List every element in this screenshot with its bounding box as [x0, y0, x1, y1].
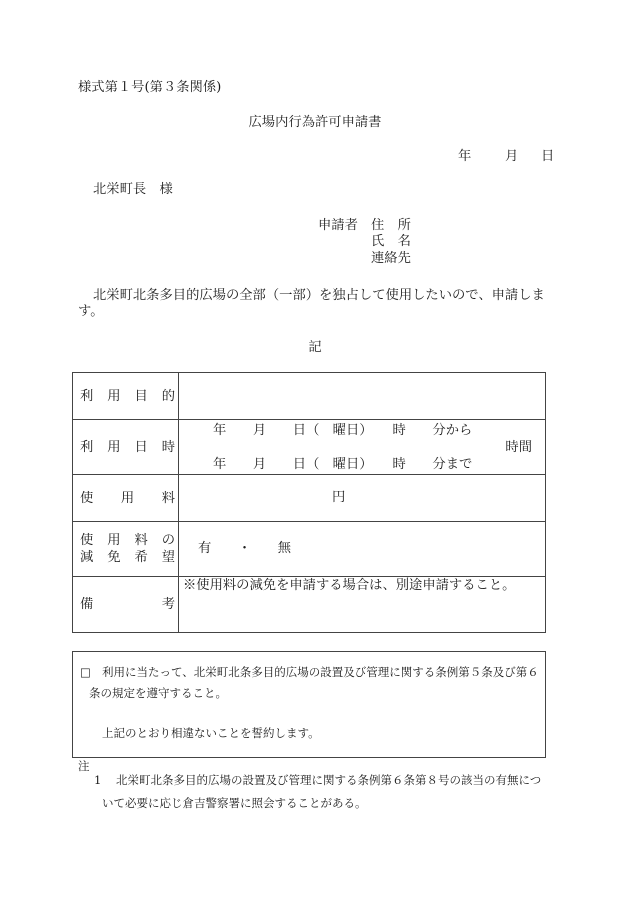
addressee: 北栄町長 様 — [93, 182, 173, 197]
document-title: 広場内行為許可申請書 — [248, 115, 382, 130]
fee-label: 使 用 料 — [80, 490, 175, 506]
fee-value-cell — [179, 475, 545, 521]
applicant-address-label: 住 所 — [371, 218, 411, 233]
table-row-fee — [73, 475, 545, 522]
request-text-line: す。 — [78, 304, 104, 319]
date-day-label: 日 — [541, 149, 555, 164]
usage-table — [72, 372, 546, 633]
fee-exemption-label-cell — [73, 522, 179, 576]
table-row-remarks — [73, 577, 545, 632]
purpose-label: 利 用 目 的 — [80, 388, 175, 404]
pledge-text-line: 条の規定を遵守すること。 — [89, 686, 227, 700]
pledge-text-line: 利用に当たって、北栄町北条多目的広場の設置及び管理に関する条例第５条及び第６ — [102, 665, 539, 679]
applicant-contact-label: 連絡先 — [371, 251, 411, 266]
exemption-option-no: 無 — [277, 541, 292, 556]
datetime-label-cell — [73, 420, 179, 474]
table-row-datetime — [73, 420, 545, 475]
note-number: 1 — [94, 773, 102, 787]
note-text-line: いて必要に応じ倉吉警察署に照会することがある。 — [102, 796, 367, 810]
applicant-label: 申請者 — [318, 218, 358, 233]
table-row-fee-exemption — [73, 522, 545, 577]
table-row-purpose — [73, 373, 545, 420]
datetime-duration-unit: 時間 — [505, 440, 532, 455]
datetime-label: 利 用 日 時 — [80, 439, 175, 455]
datetime-start: 年 月 日（ 曜日） 時 分から — [213, 423, 473, 438]
pledge-declaration: 上記のとおり相違ないことを誓約します。 — [102, 726, 320, 740]
request-text-line: 北栄町北条多目的広場の全部（一部）を独占して使用したいので、申請しま — [93, 288, 545, 303]
remarks-label-cell — [73, 577, 179, 632]
pledge-box — [72, 651, 546, 758]
applicant-name-label: 氏 名 — [371, 234, 411, 249]
remarks-label: 備 考 — [80, 597, 175, 612]
notes-heading: 注 — [78, 759, 90, 773]
exemption-option-separator: ・ — [237, 541, 252, 556]
note-text-line: 北栄町北条多目的広場の設置及び管理に関する条例第６条第８号の該当の有無につ — [116, 773, 542, 787]
fee-label-cell — [73, 475, 179, 521]
purpose-value-cell — [179, 373, 545, 419]
date-month-label: 月 — [505, 149, 519, 164]
checkbox-icon: □ — [80, 665, 91, 679]
form-number: 様式第１号(第３条関係) — [78, 80, 222, 95]
fee-exemption-label-line: 減 免 希 望 — [80, 550, 175, 565]
fee-exemption-label-line: 使 用 料 の — [80, 533, 175, 548]
date-year-label: 年 — [458, 149, 472, 164]
purpose-label-cell — [73, 373, 179, 419]
remarks-value-cell — [179, 577, 545, 632]
datetime-end: 年 月 日（ 曜日） 時 分まで — [213, 457, 473, 472]
exemption-option-yes: 有 — [198, 541, 212, 556]
fee-unit: 円 — [332, 490, 346, 505]
fee-exemption-value-cell — [179, 522, 545, 576]
datetime-value-cell — [179, 420, 545, 474]
notice-heading: 記 — [308, 340, 322, 355]
remarks-note: ※使用料の減免を申請する場合は、別途申請すること。 — [183, 578, 516, 593]
